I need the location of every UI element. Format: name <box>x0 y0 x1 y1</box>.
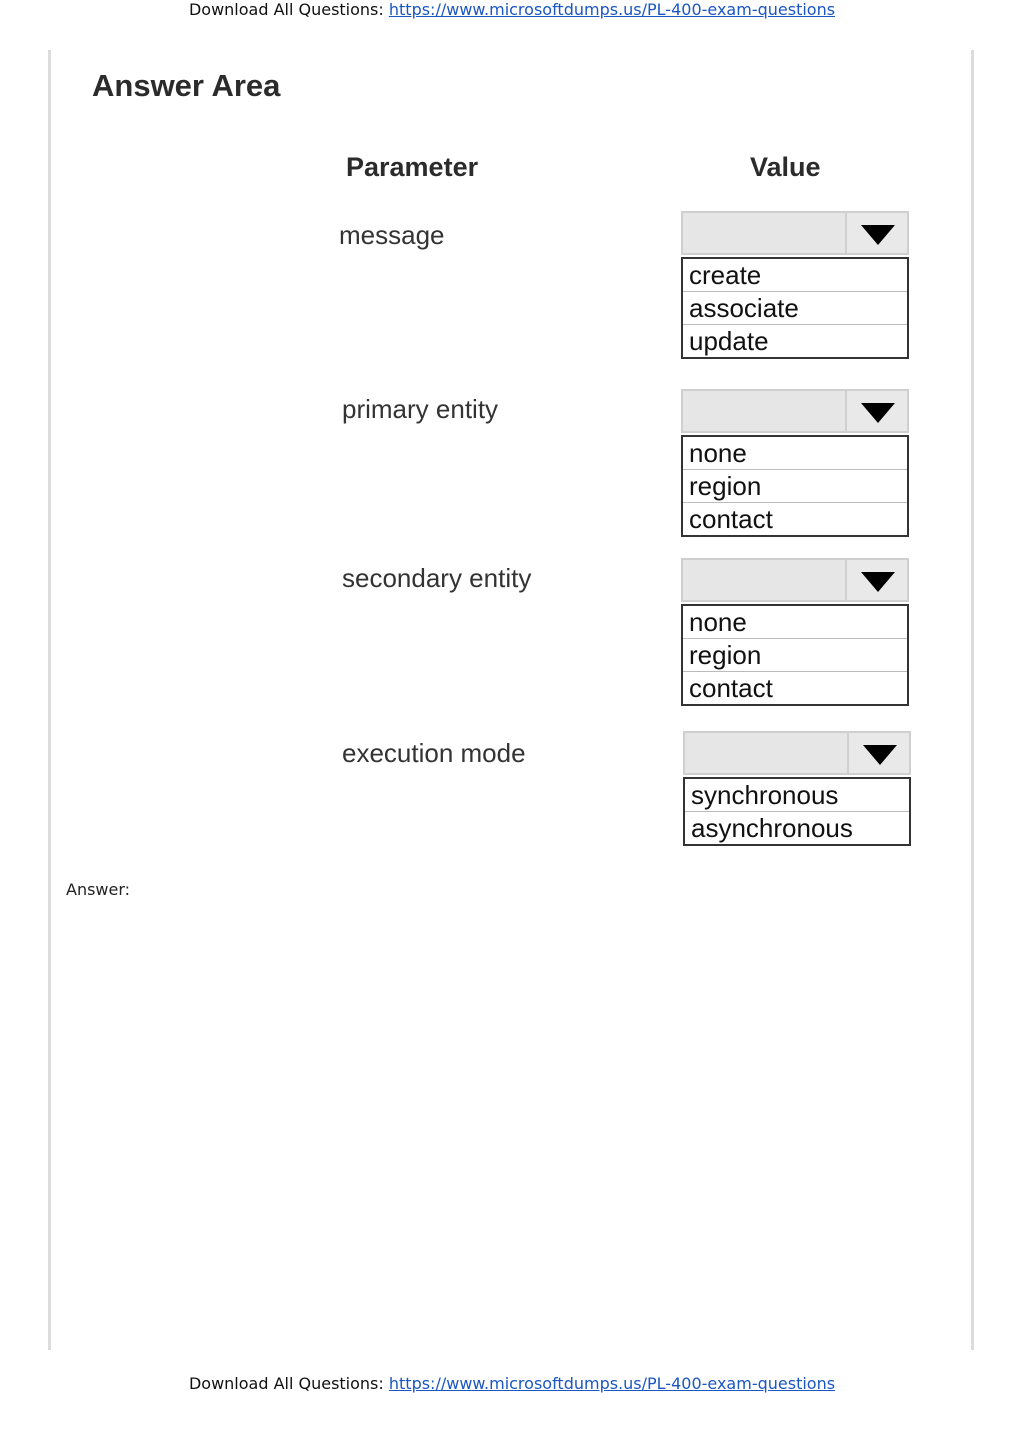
option-region[interactable]: region <box>683 470 907 503</box>
option-contact[interactable]: contact <box>689 673 773 703</box>
dropdown-button[interactable] <box>845 391 907 431</box>
banner-prefix: Download All Questions: <box>188 0 389 19</box>
param-execution-mode: execution mode <box>342 738 526 768</box>
dropdown-button[interactable] <box>847 733 909 773</box>
dropdown-primary-entity[interactable] <box>681 389 909 537</box>
value-header: Value <box>750 152 821 182</box>
banner-link[interactable]: https://www.microsoftdumps.us/PL-400-exam-questions <box>388 0 836 19</box>
dropdown-button[interactable] <box>845 560 907 600</box>
param-primary-entity: primary entity <box>342 394 499 424</box>
option-contact[interactable]: contact <box>689 504 773 534</box>
dropdown-execution-mode[interactable] <box>683 731 911 846</box>
answer-area-title: Answer Area <box>92 68 281 103</box>
right-border <box>971 50 974 1350</box>
chevron-down-icon <box>861 572 895 592</box>
parameter-header: Parameter <box>346 152 479 182</box>
option-none[interactable]: none <box>683 606 907 639</box>
option-associate[interactable]: associate <box>683 292 907 325</box>
dropdown-message[interactable] <box>681 211 909 359</box>
dropdown-options <box>681 257 909 359</box>
header-banner <box>0 0 1024 19</box>
option-asynchronous[interactable]: asynchronous <box>691 813 853 843</box>
dropdown-options <box>681 435 909 537</box>
banner-link[interactable]: https://www.microsoftdumps.us/PL-400-exam-questions <box>388 1374 836 1393</box>
param-secondary-entity: secondary entity <box>342 563 532 593</box>
option-none[interactable]: none <box>683 437 907 470</box>
dropdown-secondary-entity[interactable] <box>681 558 909 706</box>
option-synchronous[interactable]: synchronous <box>685 779 909 812</box>
dropdown-button[interactable] <box>845 213 907 253</box>
option-create[interactable]: create <box>683 259 907 292</box>
option-region[interactable]: region <box>683 639 907 672</box>
chevron-down-icon <box>863 745 897 765</box>
dropdown-head[interactable] <box>683 731 911 775</box>
dropdown-options <box>681 604 909 706</box>
chevron-down-icon <box>861 225 895 245</box>
chevron-down-icon <box>861 403 895 423</box>
dropdown-options <box>683 777 911 846</box>
option-update[interactable]: update <box>689 326 769 356</box>
footer-banner <box>0 1374 1024 1393</box>
answer-label: Answer: <box>66 880 131 899</box>
banner-prefix: Download All Questions: <box>188 1374 389 1393</box>
dropdown-head[interactable] <box>681 389 909 433</box>
dropdown-head[interactable] <box>681 211 909 255</box>
param-message: message <box>339 220 445 250</box>
left-border <box>48 50 51 1350</box>
dropdown-head[interactable] <box>681 558 909 602</box>
